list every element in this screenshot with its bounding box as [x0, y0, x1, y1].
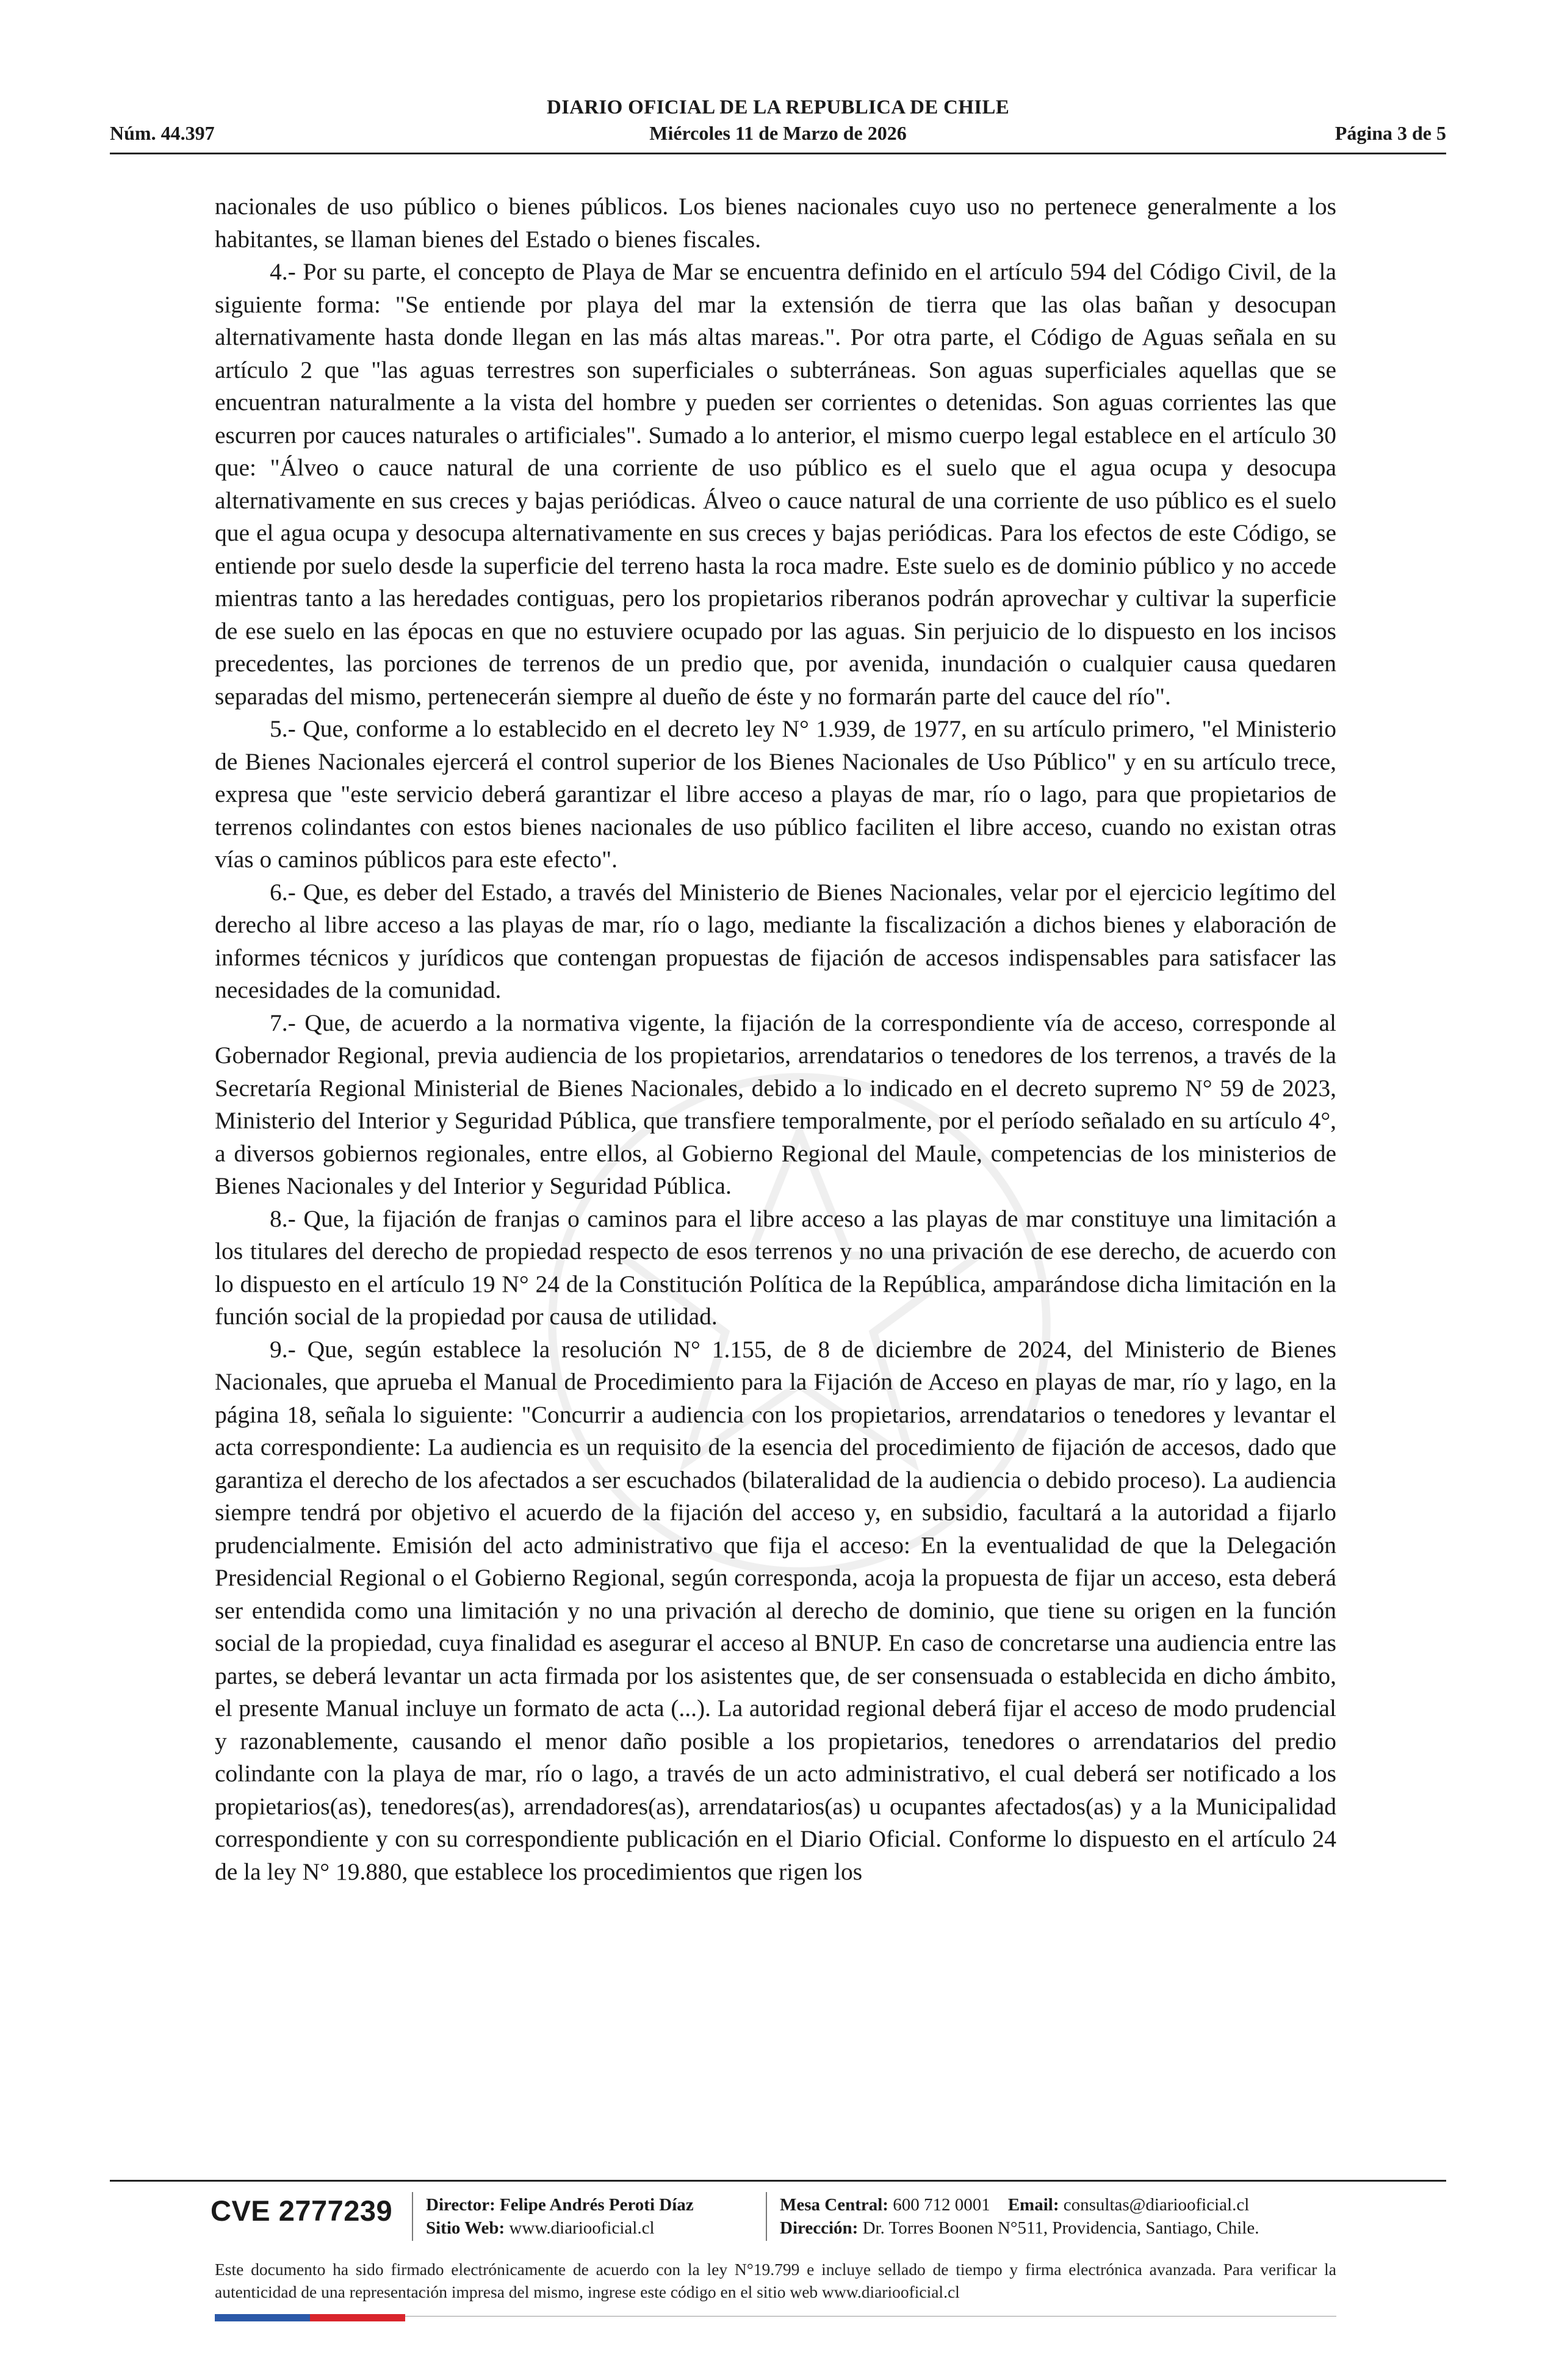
address-label: Dirección:	[780, 2218, 859, 2238]
newspaper-title: DIARIO OFICIAL DE LA REPUBLICA DE CHILE	[546, 96, 1010, 118]
director-label: Director:	[426, 2195, 495, 2215]
footer-separator	[766, 2192, 767, 2241]
mesa-label: Mesa Central:	[780, 2195, 888, 2215]
body-paragraph: nacionales de uso público o bienes públicos. Los bienes nacionales cuyo uso no pertenece generalmente a los habitantes, se llaman bienes del Estado o bienes fiscales.	[215, 193, 1336, 253]
legal-notice: Este documento ha sido firmado electrónicamente de acuerdo con la ley N°19.799 e incluye sellado de tiempo y firma electrónica avanzada. Para verificar la autenticidad de una representación impresa del mismo, ingrese este código en el sitio web www.diariooficial.cl	[215, 2260, 1336, 2301]
document-body	[215, 190, 1336, 1888]
footer-separator	[412, 2192, 413, 2241]
email-link[interactable]: consultas@diariooficial.cl	[1063, 2195, 1250, 2215]
body-paragraph: 6.- Que, es deber del Estado, a través del Ministerio de Bienes Nacionales, velar por el ejercicio legítimo del derecho al libre acceso a las playas de mar, río o lago, mediante la fiscalización a dichos bienes y elaboración de informes técnicos y jurídicos que contengan propuestas de fijación de accesos indispensables para satisfacer las necesidades de la comunidad.	[215, 878, 1336, 1003]
body-paragraph: 7.- Que, de acuerdo a la normativa vigente, la fijación de la correspondiente vía de acceso, corresponde al Gobernador Regional, previa audiencia de los propietarios, arrendatarios o tenedores de los terrenos, a través de la Secretaría Regional Ministerial de Bienes Nacionales, debido a lo indicado en el decreto supremo N° 59 de 2023, Ministerio del Interior y Seguridad Pública, que transfiere temporalmente, por el período señalado en su artículo 4°, a diversos gobiernos regionales, entre ellos, al Gobierno Regional del Maule, competencias de los ministerios de Bienes Nacionales y del Interior y Seguridad Pública.	[215, 1009, 1336, 1199]
email-label: Email:	[1007, 2195, 1059, 2215]
site-label: Sitio Web:	[426, 2218, 505, 2238]
site-link[interactable]: www.diariooficial.cl	[509, 2218, 655, 2238]
header-divider	[110, 153, 1446, 154]
issue-number: Núm. 44.397	[110, 122, 215, 144]
director-name: Felipe Andrés Peroti Díaz	[500, 2195, 694, 2215]
body-paragraph: 4.- Por su parte, el concepto de Playa de Mar se encuentra definido en el artículo 594 del Código Civil, de la siguiente forma: "Se entiende por playa del mar la extensión de tierra que las olas bañan y desocupan alternativamente hasta donde llegan en las más altas mareas.". Por otra parte, el Código de Aguas señala en su artículo 2 que "las aguas terrestres son superficiales o subterráneas. Son aguas superficiales aquellas que se encuentran naturalmente a la vista del hombre y pueden ser corrientes o detenidas. Son aguas corrientes las que escurren por cauces naturales o artificiales". Sumado a lo anterior, el mismo cuerpo legal establece en el artículo 30 que: "Álveo o cauce natural de una corriente de uso público es el suelo que el agua ocupa y desocupa alternativamente en sus creces y bajas periódicas. Álveo o cauce natural de una corriente de uso público es el suelo que el agua ocupa y desocupa alternativamente en sus creces y bajas periódicas. Para los efectos de este Código, se entiende por suelo desde la superficie del terreno hasta la roca madre. Este suelo es de dominio público y no accede mientras tanto a las heredades contiguas, pero los propietarios riberanos podrán aprovechar y cultivar la superficie de ese suelo en las épocas en que no estuviere ocupado por las aguas. Sin perjuicio de lo dispuesto en los incisos precedentes, las porciones de terrenos de un predio que, por avenida, inundación o cualquier causa quedaren separadas del mismo, pertenecerán siempre al dueño de éste y no formarán parte del cauce del río".	[215, 258, 1336, 710]
body-paragraph: 5.- Que, conforme a lo establecido en el decreto ley N° 1.939, de 1977, en su artículo primero, "el Ministerio de Bienes Nacionales ejercerá el control superior de los Bienes Nacionales de Uso Público" y en su artículo trece, expresa que "este servicio deberá garantizar el libre acceso a playas de mar, río o lago, para que propietarios de terrenos colindantes con estos bienes nacionales de uso público faciliten el libre acceso, cuando no existan otras vías o caminos públicos para este efecto".	[215, 715, 1336, 873]
flag-stripe-red	[310, 2314, 405, 2321]
footer-divider	[110, 2180, 1446, 2182]
page-header	[110, 92, 1446, 153]
issue-date: Miércoles 11 de Marzo de 2026	[649, 122, 907, 144]
mesa-phone: 600 712 0001	[893, 2195, 990, 2215]
flag-stripe-blue	[215, 2314, 310, 2321]
cve-code: CVE 2777239	[211, 2194, 393, 2227]
body-paragraph: 8.- Que, la fijación de franjas o caminos para el libre acceso a las playas de mar constituye una limitación a los titulares del derecho de propiedad respecto de esos terrenos y no una privación de ese derecho, de acuerdo con lo dispuesto en el artículo 19 N° 24 de la Constitución Política de la República, amparándose dicha limitación en la función social de la propiedad por causa de utilidad.	[215, 1205, 1336, 1330]
footer-contact-right	[780, 2193, 1259, 2240]
footer-contact-left	[426, 2193, 694, 2240]
header-row	[110, 122, 1446, 146]
address-text: Dr. Torres Boonen N°511, Providencia, Santiago, Chile.	[862, 2218, 1259, 2238]
body-paragraph: 9.- Que, según establece la resolución N° 1.155, de 8 de diciembre de 2024, del Ministerio de Bienes Nacionales, que aprueba el Manual de Procedimiento para la Fijación de Acceso en playas de mar, río y lago, en la página 18, señala lo siguiente: "Concurrir a audiencia con los propietarios, arrendatarios o tenedores y levantar el acta correspondiente: La audiencia es un requisito de la esencia del procedimiento de fijación de accesos, dado que garantiza el derecho de los afectados a ser escuchados (bilateralidad de la audiencia o debido proceso). La audiencia siempre tendrá por objetivo el acuerdo de la fijación del acceso y, en subsidio, facultará a la autoridad a fijarlo prudencialmente. Emisión del acto administrativo que fija el acceso: En la eventualidad de que la Delegación Presidencial Regional o el Gobierno Regional, según corresponda, acoja la propuesta de fijar un acceso, esta deberá ser entendida como una limitación y no una privación al derecho de dominio, que tiene su origen en la función social de la propiedad, cuya finalidad es asegurar el acceso al BNUP. En caso de concretarse una audiencia entre las partes, se deberá levantar un acta firmada por los asistentes que, de ser consensuada o establecida en dicho ámbito, el presente Manual incluye un formato de acta (...). La autoridad regional deberá fijar el acceso de modo prudencial y razonablemente, causando el menor daño posible a los propietarios, tenedores o arrendatarios del predio colindante con la playa de mar, río o lago, a través de un acto administrativo, el cual deberá ser notificado a los propietarios(as), tenedores(as), arrendadores(as), arrendatarios(as) u ocupantes afectados(as) y a la Municipalidad correspondiente y con su correspondiente publicación en el Diario Oficial. Conforme lo dispuesto en el artículo 24 de la ley N° 19.880, que establece los procedimientos que rigen los	[215, 1335, 1336, 1885]
page-number: Página 3 de 5	[1334, 122, 1446, 144]
